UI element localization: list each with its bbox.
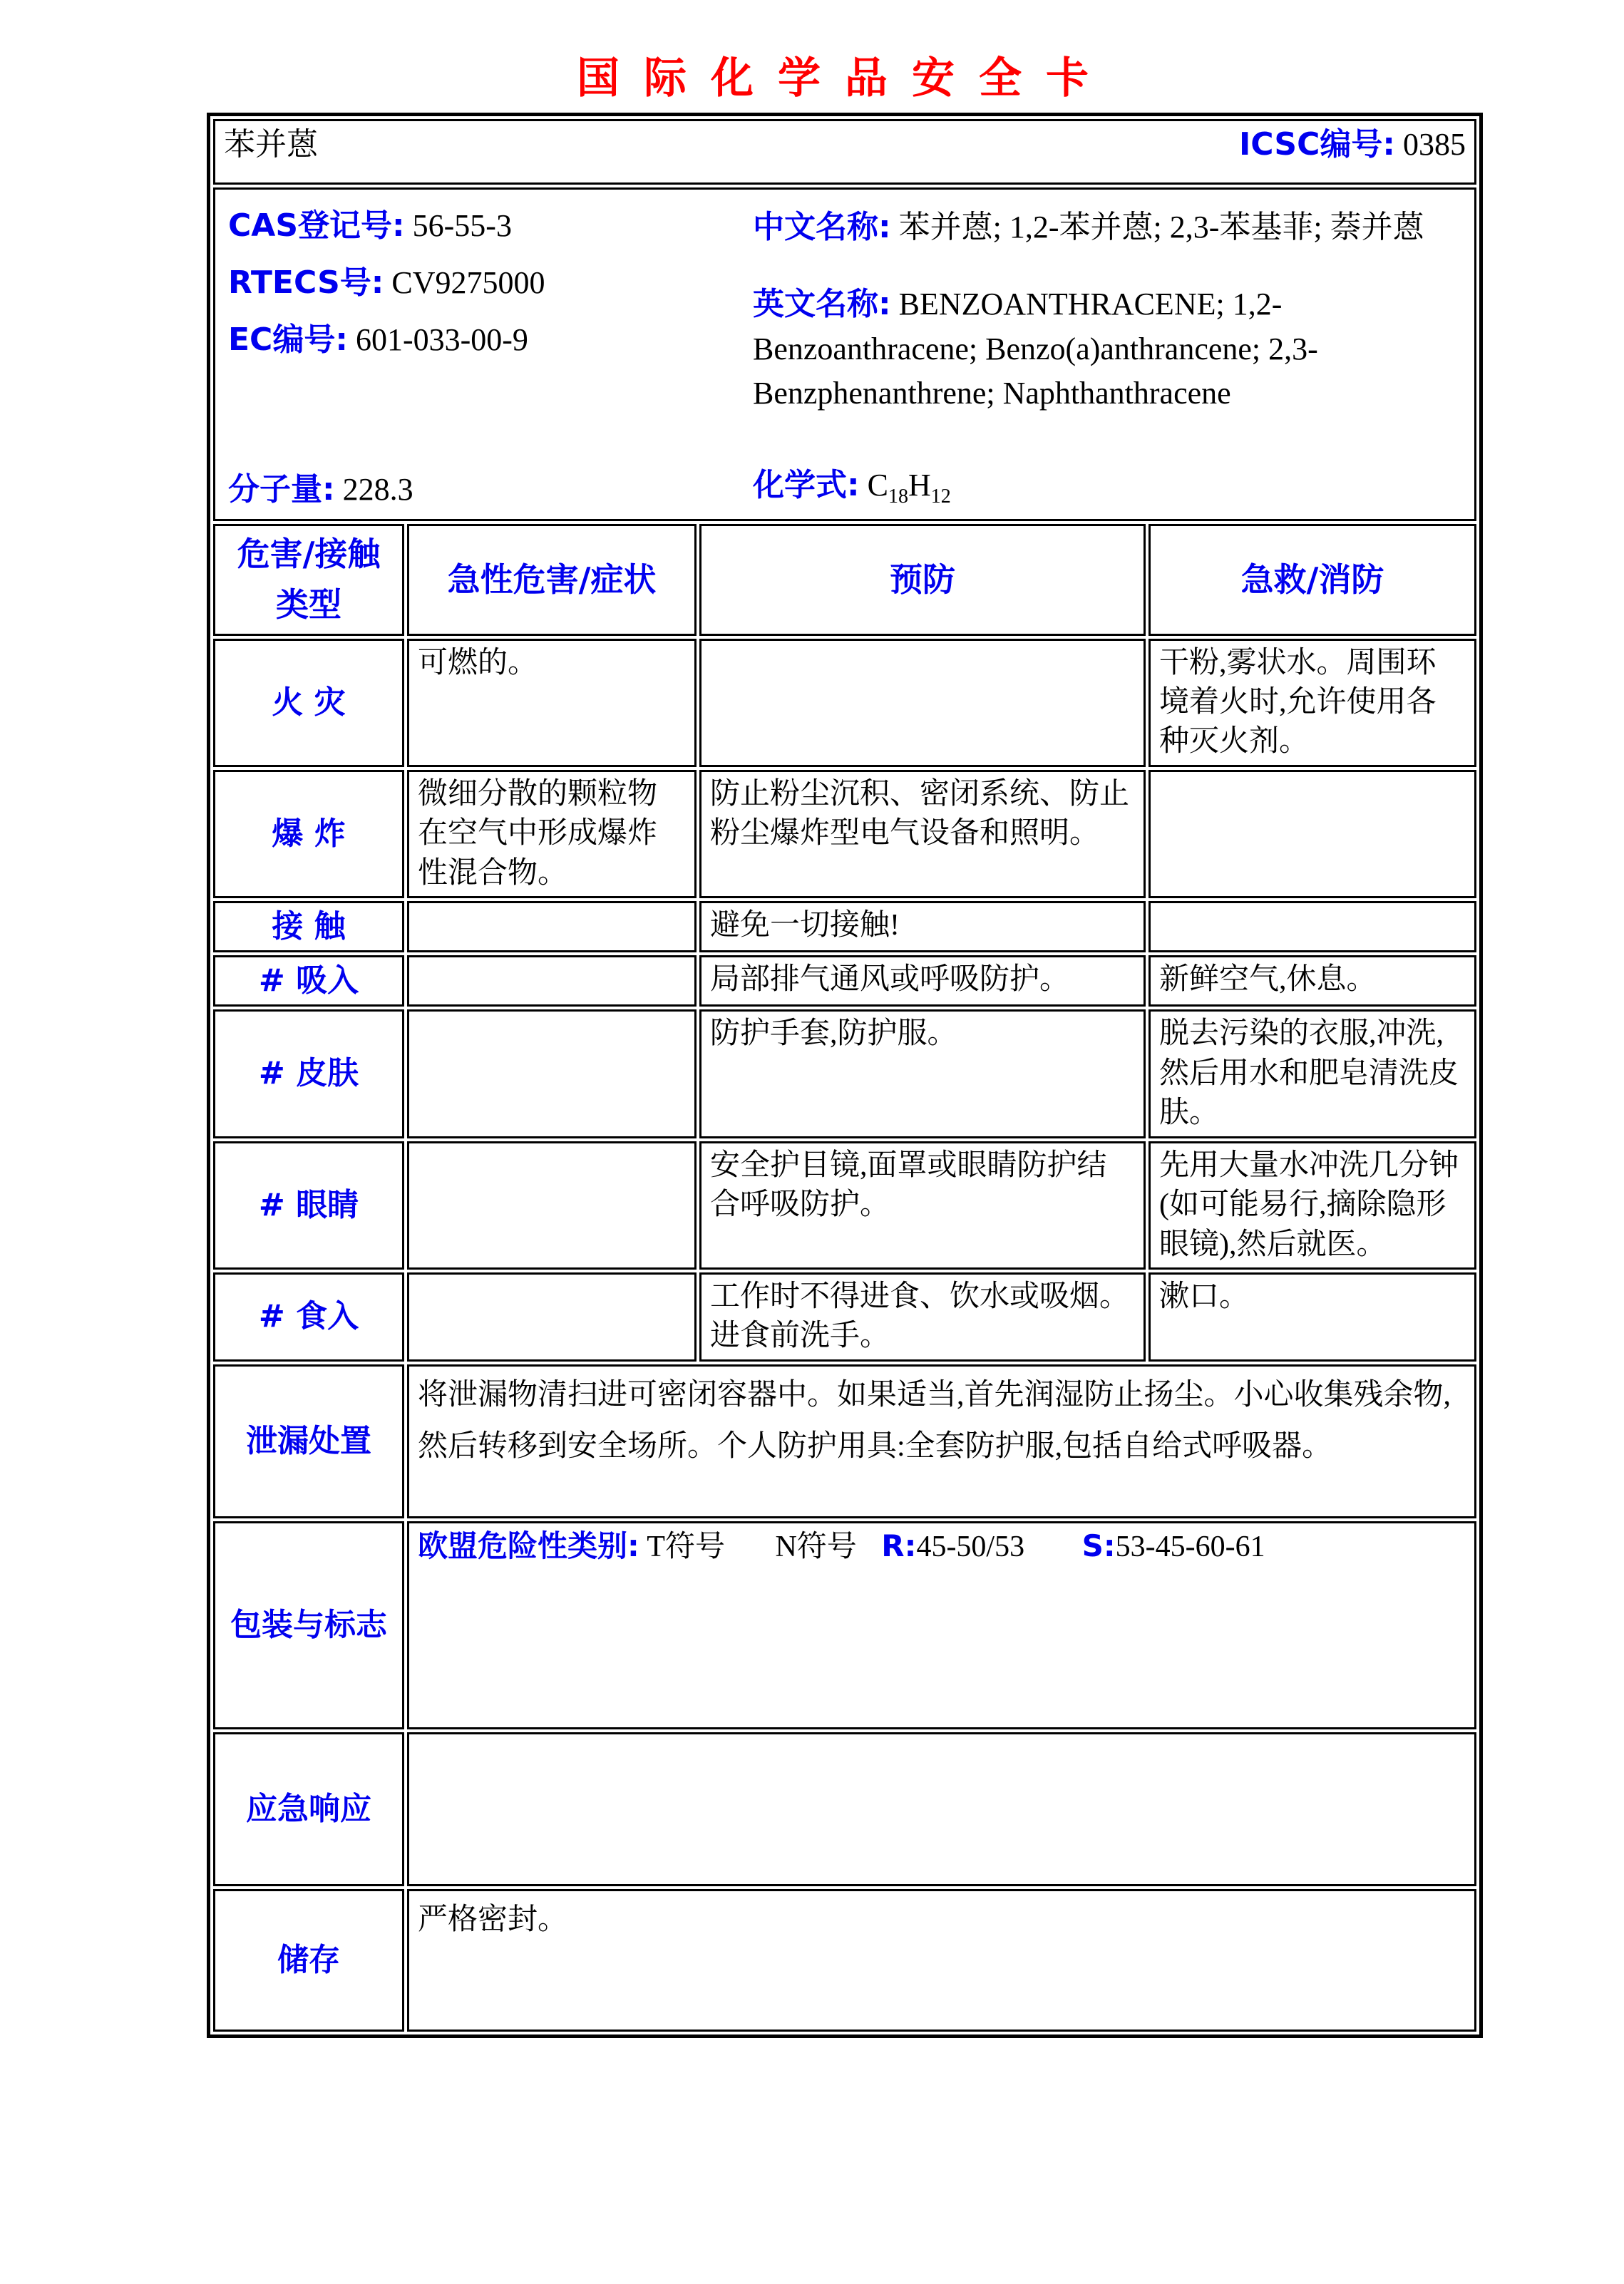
fire-prevention — [699, 639, 1146, 767]
table-row-fire — [213, 639, 1476, 767]
cas-label: CAS登记号: — [228, 207, 405, 244]
eyes-response: 先用大量水冲洗几分钟(如可能易行,摘除隐形眼镜),然后就医。 — [1148, 1141, 1476, 1270]
safety-card-table — [207, 113, 1483, 2038]
column-header-row — [213, 524, 1476, 636]
formula-label: 化学式: — [753, 467, 860, 504]
icsc-label: ICSC编号: — [1238, 126, 1395, 163]
formula-value: $C_{18}H_{12}$ — [867, 468, 951, 508]
n-symbol: N符号 — [775, 1530, 857, 1563]
table-row-eyes — [213, 1141, 1476, 1270]
table-row-inhalation — [213, 955, 1476, 1007]
r-label: R: — [881, 1528, 917, 1563]
chinese-name-paragraph — [753, 205, 1466, 250]
col-header-acute-hazard: 急性危害/症状 — [407, 524, 697, 636]
icsc-value: 0385 — [1403, 127, 1466, 162]
skin-response: 脱去污染的衣服,冲洗,然后用水和肥皂清洗皮肤。 — [1148, 1009, 1476, 1138]
row-label-skin: # 皮肤 — [213, 1009, 404, 1138]
cas-value: 56-55-3 — [412, 208, 512, 243]
col-header-prevention: 预防 — [699, 524, 1146, 636]
table-row-skin — [213, 1009, 1476, 1138]
row-label-inhalation: # 吸入 — [213, 955, 404, 1007]
ingestion-response: 漱口。 — [1148, 1272, 1476, 1362]
table-row-spill — [213, 1364, 1476, 1518]
ec-line — [228, 319, 545, 361]
emergency-content — [407, 1732, 1476, 1886]
ingestion-hazard — [407, 1272, 697, 1362]
col-header-first-aid: 急救/消防 — [1148, 524, 1476, 636]
eu-class-label: 欧盟危险性类别: — [418, 1528, 639, 1563]
contact-hazard — [407, 901, 697, 952]
row-label-packaging: 包装与标志 — [213, 1521, 404, 1729]
cas-line — [228, 205, 545, 247]
identifiers-row — [213, 187, 1476, 521]
table-row-ingestion — [213, 1272, 1476, 1362]
explosion-prevention: 防止粉尘沉积、密闭系统、防止粉尘爆炸型电气设备和照明。 — [699, 770, 1146, 898]
row-label-contact: 接 触 — [213, 901, 404, 952]
registry-ids — [228, 205, 545, 376]
spill-content: 将泄漏物清扫进可密闭容器中。如果适当,首先润湿防止扬尘。小心收集残余物,然后转移到安全场所。个人防护用具:全套防护服,包括自给式呼吸器。 — [407, 1364, 1476, 1518]
icsc-number — [1239, 124, 1466, 165]
s-label: S: — [1081, 1528, 1116, 1563]
header-row — [213, 119, 1476, 185]
rtecs-label: RTECS号: — [228, 264, 384, 302]
chinese-name-value: 苯并蒽; 1,2-苯并蒽; 2,3-苯基菲; 萘并蒽 — [898, 210, 1424, 245]
col-header-hazard-type: 危害/接触类型 — [213, 524, 404, 636]
fire-hazard: 可燃的。 — [407, 639, 697, 767]
t-symbol: T符号 — [647, 1530, 725, 1563]
inhalation-prevention: 局部排气通风或呼吸防护。 — [699, 955, 1146, 1007]
explosion-response — [1148, 770, 1476, 898]
eyes-hazard — [407, 1141, 697, 1270]
row-label-storage: 储存 — [213, 1889, 404, 2032]
inhalation-response: 新鲜空气,休息。 — [1148, 955, 1476, 1007]
ingestion-prevention: 工作时不得进食、饮水或吸烟。进食前洗手。 — [699, 1272, 1146, 1362]
r-value: 45-50/53 — [916, 1530, 1025, 1563]
row-label-eyes: # 眼睛 — [213, 1141, 404, 1270]
skin-hazard — [407, 1009, 697, 1138]
eu-hazard-class-line — [418, 1526, 1466, 1567]
header-cell — [213, 119, 1476, 185]
skin-prevention: 防护手套,防护服。 — [699, 1009, 1146, 1138]
english-name-value: BENZOANTHRACENE; 1,2-Benzoanthracene; Benzo(a)anthrancene; 2,3-Benzphenanthrene; Naphthanthracene — [753, 287, 1318, 411]
storage-content: 严格密封。 — [407, 1889, 1476, 2032]
s-value: 53-45-60-61 — [1115, 1530, 1265, 1563]
ec-label: EC编号: — [228, 321, 348, 359]
explosion-hazard: 微细分散的颗粒物在空气中形成爆炸性混合物。 — [407, 770, 697, 898]
contact-prevention: 避免一切接触! — [699, 901, 1146, 952]
chemical-names — [753, 205, 1466, 416]
row-label-spill: 泄漏处置 — [213, 1364, 404, 1518]
contact-response — [1148, 901, 1476, 952]
mw-value: 228.3 — [342, 471, 413, 507]
packaging-content — [407, 1521, 1476, 1729]
english-name-paragraph — [753, 282, 1466, 416]
inhalation-hazard — [407, 955, 697, 1007]
row-label-emergency: 应急响应 — [213, 1732, 404, 1886]
substance-name: 苯并蒽 — [224, 127, 318, 162]
chinese-name-label: 中文名称: — [753, 209, 891, 245]
table-row-contact — [213, 901, 1476, 952]
chemical-formula-line — [753, 465, 951, 510]
eyes-prevention: 安全护目镜,面罩或眼睛防护结合呼吸防护。 — [699, 1141, 1146, 1270]
row-label-ingestion: # 食入 — [213, 1272, 404, 1362]
row-label-fire: 火 灾 — [213, 639, 404, 767]
rtecs-value: CV9275000 — [391, 265, 545, 301]
page-title: 国际化学品安全卡 — [577, 53, 1113, 103]
table-row-packaging — [213, 1521, 1476, 1729]
mw-label: 分子量: — [228, 470, 335, 508]
table-row-emergency — [213, 1732, 1476, 1886]
english-name-label: 英文名称: — [753, 286, 891, 323]
row-label-explosion: 爆 炸 — [213, 770, 404, 898]
molecular-weight-line — [228, 469, 413, 510]
table-row-storage — [213, 1889, 1476, 2032]
ec-value: 601-033-00-9 — [355, 322, 528, 358]
identifiers-cell — [213, 187, 1476, 521]
rtecs-line — [228, 262, 545, 304]
fire-response: 干粉,雾状水。周围环境着火时,允许使用各种灭火剂。 — [1148, 639, 1476, 767]
table-row-explosion — [213, 770, 1476, 898]
